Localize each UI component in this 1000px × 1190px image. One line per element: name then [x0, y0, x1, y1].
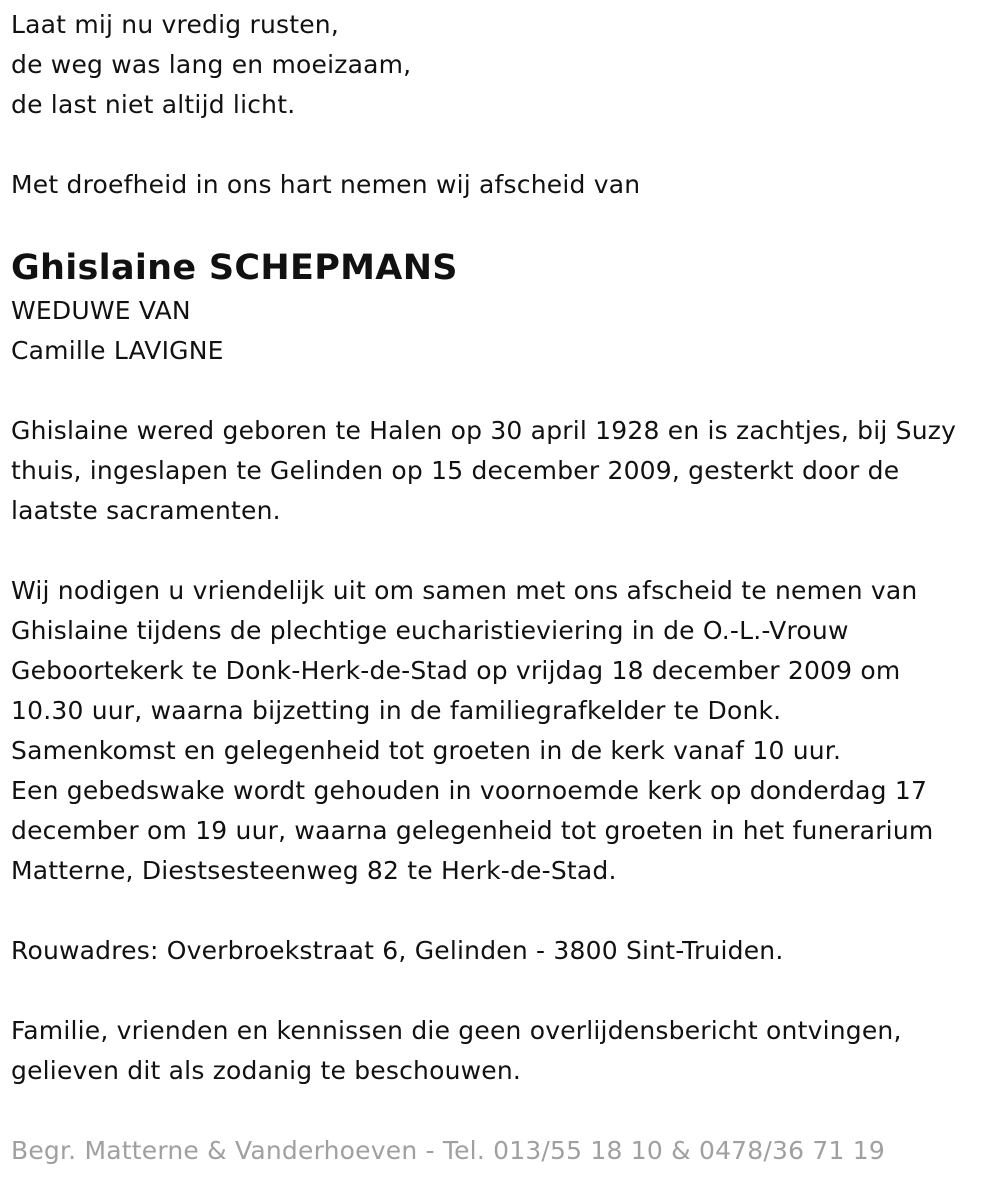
paragraph-line: 10.30 uur, waarna bijzetting in de familiegrafkelder te Donk.	[11, 696, 782, 725]
paragraph-line: thuis, ingeslapen te Gelinden op 15 december 2009, gesterkt door de	[11, 456, 900, 485]
paragraph-line: Familie, vrienden en kennissen die geen overlijdensbericht ontvingen,	[11, 1016, 902, 1045]
paragraph-line: Ghislaine tijdens de plechtige eucharistieviering in de O.-L.-Vrouw	[11, 616, 849, 645]
paragraph-line: Samenkomst en gelegenheid tot groeten in de kerk vanaf 10 uur.	[11, 736, 842, 765]
spouse-name: Camille LAVIGNE	[11, 336, 224, 365]
paragraph-line: Geboortekerk te Donk-Herk-de-Stad op vrijdag 18 december 2009 om	[11, 656, 901, 685]
poem-line: de weg was lang en moeizaam,	[11, 50, 412, 79]
paragraph-line: Een gebedswake wordt gehouden in voornoemde kerk op donderdag 17	[11, 776, 928, 805]
paragraph-line: december om 19 uur, waarna gelegenheid tot groeten in het funerarium	[11, 816, 934, 845]
paragraph-line: gelieven dit als zodanig te beschouwen.	[11, 1056, 522, 1085]
birth-death-paragraph	[11, 411, 996, 531]
paragraph-line: Wij nodigen u vriendelijk uit om samen met ons afscheid te nemen van	[11, 576, 918, 605]
funeral-home-footer: Begr. Matterne & Vanderhoeven - Tel. 013/55 18 10 & 0478/36 71 19	[11, 1136, 885, 1165]
poem	[11, 5, 996, 125]
mourning-address: Rouwadres: Overbroekstraat 6, Gelinden - 3800 Sint-Truiden.	[11, 936, 784, 965]
deceased-name: Ghislaine SCHEPMANS	[11, 248, 458, 288]
paragraph-line: Matterne, Diestsesteenweg 82 te Herk-de-Stad.	[11, 856, 617, 885]
poem-line: de last niet altijd licht.	[11, 90, 296, 119]
paragraph-line: Ghislaine wered geboren te Halen op 30 april 1928 en is zachtjes, bij Suzy	[11, 416, 957, 445]
obituary-document	[11, 5, 996, 1171]
relation-text: WEDUWE VAN	[11, 296, 191, 325]
notice-paragraph	[11, 1011, 996, 1091]
poem-line: Laat mij nu vredig rusten,	[11, 10, 340, 39]
ceremony-paragraph	[11, 571, 996, 891]
paragraph-line: laatste sacramenten.	[11, 496, 281, 525]
intro-text: Met droefheid in ons hart nemen wij afscheid van	[11, 170, 641, 199]
